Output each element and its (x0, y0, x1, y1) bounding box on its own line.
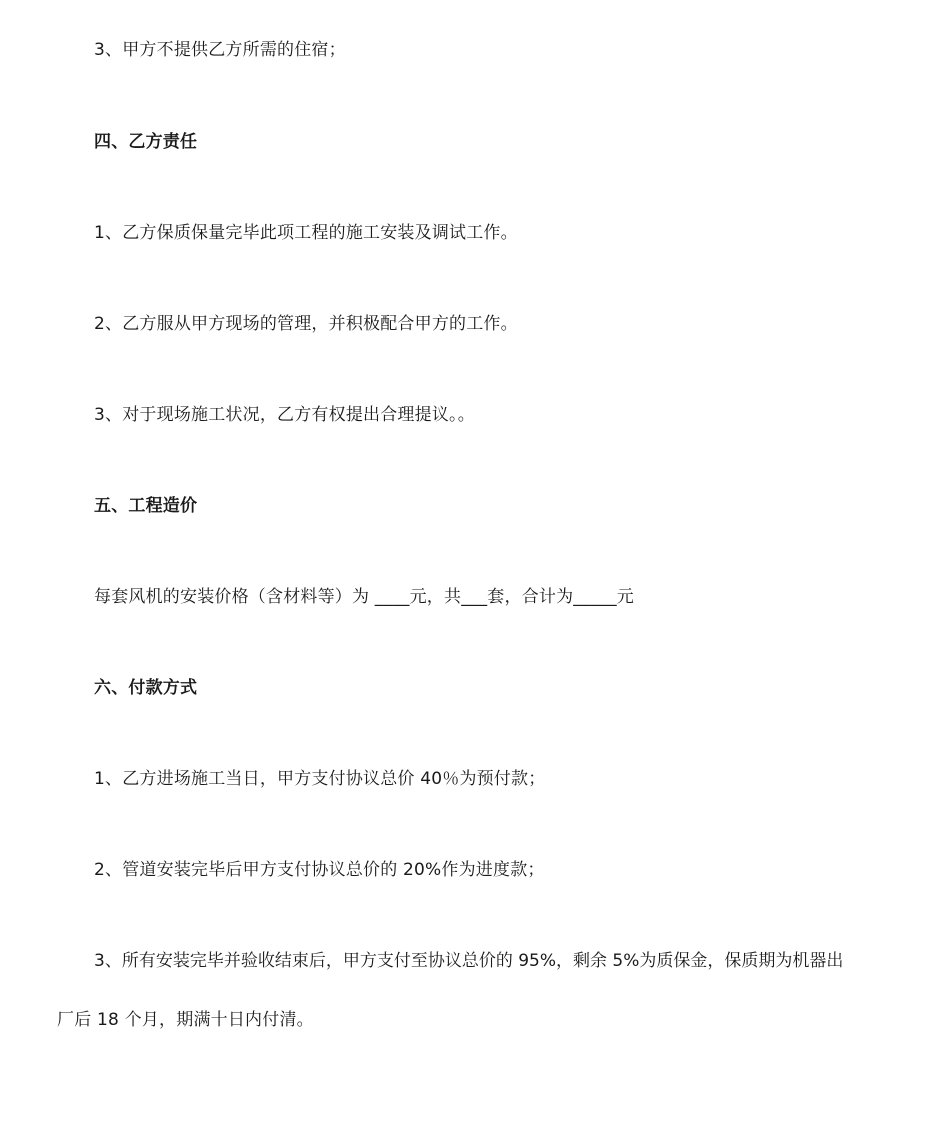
clause-b1-quality: 1、乙方保质保量完毕此项工程的施工安装及调试工作。 (94, 223, 518, 243)
cost-statement: 每套风机的安装价格（含材料等）为 ____元，共___套，合计为_____元 (94, 587, 635, 607)
section-heading-party-b-responsibility: 四、乙方责任 (94, 132, 198, 152)
payment-clause-2: 2、管道安装完毕后甲方支付协议总价的 20%作为进度款； (94, 860, 545, 880)
payment-clause-3-continued: 厂后 18 个月，期满十日内付清。 (57, 1010, 314, 1030)
section-heading-project-cost: 五、工程造价 (94, 496, 198, 516)
clause-b2-obey-management: 2、乙方服从甲方现场的管理，并积极配合甲方的工作。 (94, 314, 518, 334)
clause-b3-propose: 3、对于现场施工状况，乙方有权提出合理提议。。 (94, 405, 475, 425)
payment-clause-1: 1、乙方进场施工当日，甲方支付协议总价 40％为预付款； (94, 769, 546, 789)
payment-clause-3: 3、所有安装完毕并验收结束后，甲方支付至协议总价的 95%，剩余 5%为质保金，保质期为机器出 (94, 951, 844, 971)
section-heading-payment-method: 六、付款方式 (94, 678, 198, 698)
clause-a3-no-accommodation: 3、甲方不提供乙方所需的住宿； (94, 40, 346, 60)
